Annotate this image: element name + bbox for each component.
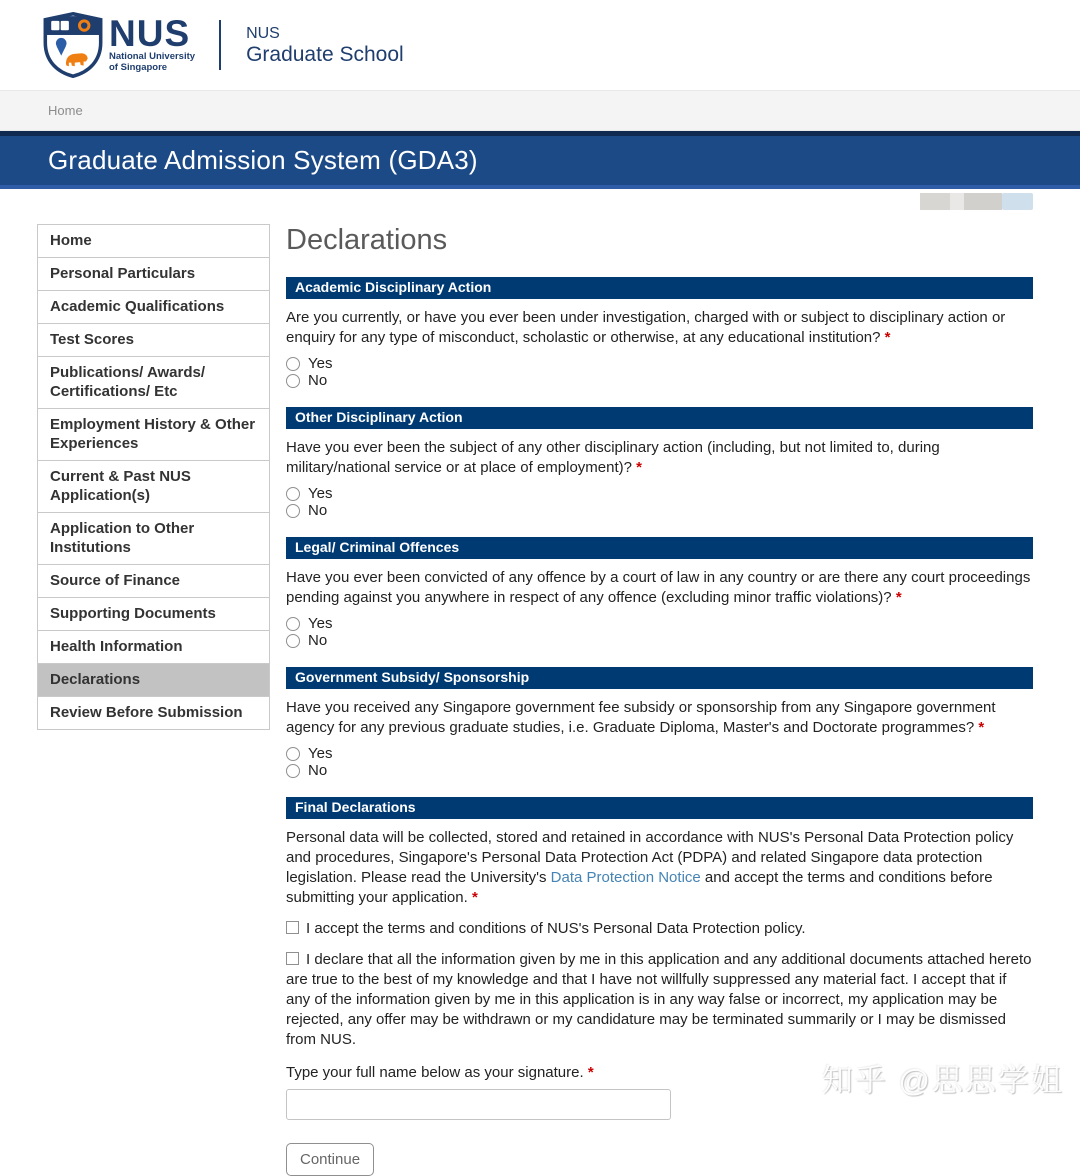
watermark: 知乎 @思思学姐 — [821, 1063, 1064, 1098]
academic-no-option[interactable] — [286, 372, 1033, 389]
section-final-declarations — [286, 797, 1033, 1176]
required-marker: * — [895, 589, 902, 606]
sidebar-item-current-past-nus[interactable]: Current & Past NUS Application(s) — [38, 461, 269, 513]
section-heading: Final Declarations — [286, 797, 1033, 819]
required-marker: * — [471, 889, 478, 906]
sidebar-item-academic-qualifications[interactable]: Academic Qualifications — [38, 291, 269, 324]
pdpa-accept-label: I accept the terms and conditions of NUS's Personal Data Protection policy. — [306, 920, 806, 937]
sidebar-item-review-before-submission[interactable]: Review Before Submission — [50, 704, 243, 721]
redacted-username — [920, 193, 1033, 210]
subsidy-no-option[interactable] — [286, 762, 1033, 779]
other-disciplinary-yes-option[interactable] — [286, 485, 1033, 502]
app-title: Graduate Admission System (GDA3) — [48, 145, 478, 175]
section-heading: Academic Disciplinary Action — [286, 277, 1033, 299]
question-body: Have you ever been convicted of any offence by a court of law in any country or are there any court proceedings pending against you anywhere in respect of any offence (excluding minor traffic violations)? — [286, 569, 1031, 606]
question-body: Have you received any Singapore government fee subsidy or sponsorship from any Singapore government agency for any previous graduate studies, i.e. Graduate Diploma, Master's and Doctorate programmes? — [286, 699, 996, 736]
legal-no-radio[interactable] — [286, 634, 300, 648]
nus-acronym: NUS — [109, 13, 191, 54]
radio-label-yes: Yes — [308, 485, 333, 502]
academic-yes-radio[interactable] — [286, 357, 300, 371]
subsidy-no-radio[interactable] — [286, 764, 300, 778]
radio-label-no: No — [308, 502, 328, 519]
school-name-line1: NUS — [246, 24, 280, 42]
site-header — [0, 0, 1080, 90]
section-heading: Legal/ Criminal Offences — [286, 537, 1033, 559]
question-text — [286, 698, 1033, 738]
sidebar-item-personal-particulars[interactable]: Personal Particulars — [38, 258, 269, 291]
other-disciplinary-no-option[interactable] — [286, 502, 1033, 519]
pdpa-paragraph — [286, 828, 1033, 908]
pdpa-text-after-link: and accept the terms and conditions before submitting your application. — [286, 869, 993, 906]
subsidy-yes-option[interactable] — [286, 745, 1033, 762]
radio-group-subsidy — [286, 745, 1033, 779]
pdpa-accept-row — [286, 919, 1033, 939]
page-title: Declarations — [286, 224, 448, 256]
header-divider — [219, 20, 221, 70]
section-academic-disciplinary-action — [286, 277, 1033, 389]
nus-sub-line2: of Singapore — [109, 62, 168, 73]
pdpa-text-before-link: Personal data will be collected, stored and retained in accordance with NUS's Personal Data Protection policy and procedures, Singapore's Personal Data Protection Act (PDPA) and related Singapore data protection legislation. Please read the University's — [286, 829, 1014, 886]
legal-yes-radio[interactable] — [286, 617, 300, 631]
signature-label-text: Type your full name below as your signature. — [286, 1064, 588, 1081]
sidebar-item-other-institutions[interactable]: Application to Other Institutions — [38, 513, 269, 565]
radio-group-academic — [286, 355, 1033, 389]
sidebar-item-home[interactable]: Home — [38, 225, 269, 258]
other-disciplinary-yes-radio[interactable] — [286, 487, 300, 501]
user-strip — [0, 189, 1080, 222]
section-legal-criminal-offences — [286, 537, 1033, 649]
section-heading: Other Disciplinary Action — [286, 407, 1033, 429]
sidebar-item-employment-history[interactable]: Employment History & Other Experiences — [38, 409, 269, 461]
sidebar-item-declarations[interactable]: Declarations — [38, 664, 269, 697]
radio-label-no: No — [308, 762, 328, 779]
academic-yes-option[interactable] — [286, 355, 1033, 372]
main-panel — [286, 222, 1033, 1176]
nus-sub-line1: National University — [109, 51, 196, 62]
sidebar-nav — [37, 224, 270, 730]
required-marker: * — [587, 1064, 594, 1081]
sidebar-item-publications[interactable]: Publications/ Awards/ Certifications/ Etc — [38, 357, 269, 409]
data-protection-notice-link[interactable]: Data Protection Notice — [550, 869, 701, 886]
other-disciplinary-no-radio[interactable] — [286, 504, 300, 518]
truth-declaration-row — [286, 950, 1033, 1050]
breadcrumb — [0, 90, 1080, 131]
required-marker: * — [978, 719, 985, 736]
question-text — [286, 568, 1033, 608]
question-text — [286, 308, 1033, 348]
pdpa-accept-checkbox[interactable] — [286, 921, 299, 934]
radio-label-no: No — [308, 372, 328, 389]
radio-group-other-disciplinary — [286, 485, 1033, 519]
truth-declaration-label: I declare that all the information given by me in this application and any additional documents attached hereto are true to the best of my knowledge and that I have not willfully suppressed any material fact. I accept that if any of the information given by me in this application is in any way false or incorrect, my application may be rejected, any offer may be withdrawn or my candidature may be terminated summarily or I may be dismissed from NUS. — [286, 951, 1032, 1048]
section-heading: Government Subsidy/ Sponsorship — [286, 667, 1033, 689]
continue-button[interactable]: Continue — [286, 1143, 374, 1176]
radio-label-yes: Yes — [308, 355, 333, 372]
legal-no-option[interactable] — [286, 632, 1033, 649]
section-other-disciplinary-action — [286, 407, 1033, 519]
radio-label-no: No — [308, 632, 328, 649]
radio-label-yes: Yes — [308, 745, 333, 762]
school-name-line2: Graduate School — [246, 42, 404, 66]
nus-crest-icon — [43, 12, 103, 78]
school-name — [246, 24, 404, 67]
question-text — [286, 438, 1033, 478]
signature-input[interactable] — [286, 1089, 671, 1120]
question-body: Are you currently, or have you ever been under investigation, charged with or subject to disciplinary action or enquiry for any type of misconduct, scholastic or otherwise, at any educational institution? — [286, 309, 1006, 346]
app-banner — [0, 131, 1080, 189]
nus-wordmark — [109, 13, 196, 73]
sidebar-item-health-information[interactable]: Health Information — [38, 631, 269, 664]
truth-declaration-checkbox[interactable] — [286, 952, 299, 965]
section-government-subsidy — [286, 667, 1033, 779]
required-marker: * — [636, 459, 642, 476]
radio-group-legal — [286, 615, 1033, 649]
breadcrumb-home-link[interactable]: Home — [48, 103, 83, 118]
question-body: Have you ever been the subject of any other disciplinary action (including, but not limited to, during military/national service or at place of employment)? — [286, 439, 940, 476]
academic-no-radio[interactable] — [286, 374, 300, 388]
sidebar-item-supporting-documents[interactable]: Supporting Documents — [38, 598, 269, 631]
radio-label-yes: Yes — [308, 615, 333, 632]
legal-yes-option[interactable] — [286, 615, 1033, 632]
subsidy-yes-radio[interactable] — [286, 747, 300, 761]
content — [0, 222, 1080, 1176]
sidebar-item-test-scores[interactable]: Test Scores — [38, 324, 269, 357]
required-marker: * — [884, 329, 891, 346]
sidebar-item-source-of-finance[interactable]: Source of Finance — [38, 565, 269, 598]
